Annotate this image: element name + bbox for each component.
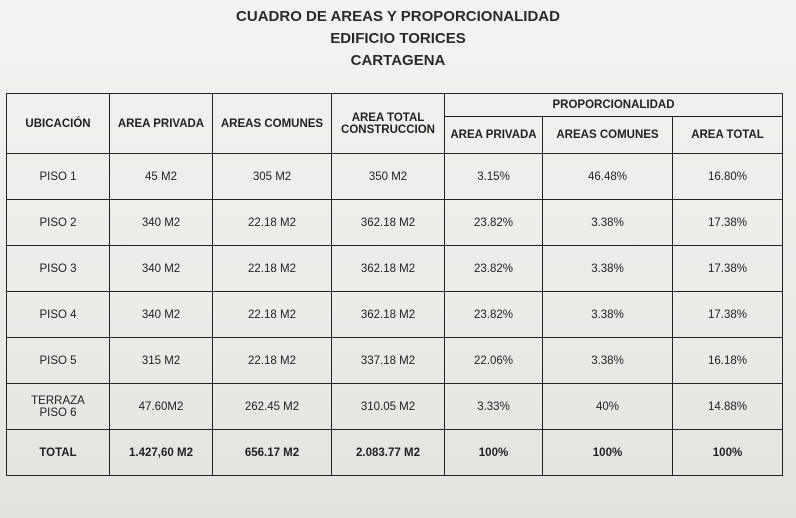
cell-prop-privada: 23.82% xyxy=(445,292,543,338)
header-row-1 xyxy=(7,94,783,117)
cell-ubicacion: PISO 5 xyxy=(7,338,110,384)
cell-prop-total: 17.38% xyxy=(673,200,783,246)
cell-ubicacion: PISO 1 xyxy=(7,154,110,200)
cell-areas-comunes: 22.18 M2 xyxy=(213,200,332,246)
cell-areas-comunes: 22.18 M2 xyxy=(213,338,332,384)
cell-area-privada: 340 M2 xyxy=(110,292,213,338)
cell-ubicacion: PISO 4 xyxy=(7,292,110,338)
cell-area-total: 362.18 M2 xyxy=(332,200,445,246)
cell-total-area-total: 2.083.77 M2 xyxy=(332,430,445,476)
cell-prop-total: 14.88% xyxy=(673,384,783,430)
cell-prop-privada: 23.82% xyxy=(445,200,543,246)
cell-area-total: 337.18 M2 xyxy=(332,338,445,384)
table-row xyxy=(7,384,783,430)
cell-areas-comunes: 22.18 M2 xyxy=(213,246,332,292)
table-row xyxy=(7,154,783,200)
cell-area-total: 362.18 M2 xyxy=(332,246,445,292)
header-area-privada: AREA PRIVADA xyxy=(110,94,213,154)
cell-area-privada: 315 M2 xyxy=(110,338,213,384)
cell-total-prop-privada: 100% xyxy=(445,430,543,476)
cell-total-prop-total: 100% xyxy=(673,430,783,476)
cell-ubicacion: PISO 3 xyxy=(7,246,110,292)
cell-area-privada: 47.60M2 xyxy=(110,384,213,430)
table-row xyxy=(7,292,783,338)
cell-prop-comunes: 46.48% xyxy=(543,154,673,200)
building-name: EDIFICIO TORICES xyxy=(330,30,466,47)
cell-prop-total: 16.80% xyxy=(673,154,783,200)
cell-total-area-privada: 1.427,60 M2 xyxy=(110,430,213,476)
cell-prop-comunes: 40% xyxy=(543,384,673,430)
cell-area-total: 350 M2 xyxy=(332,154,445,200)
header-proporcionalidad: PROPORCIONALIDAD xyxy=(445,94,783,117)
cell-prop-comunes: 3.38% xyxy=(543,246,673,292)
cell-area-total: 310.05 M2 xyxy=(332,384,445,430)
cell-prop-total: 16.18% xyxy=(673,338,783,384)
total-row xyxy=(7,430,783,476)
cell-areas-comunes: 22.18 M2 xyxy=(213,292,332,338)
cell-prop-privada: 3.33% xyxy=(445,384,543,430)
cell-areas-comunes: 262.45 M2 xyxy=(213,384,332,430)
header-area-total-construccion: AREA TOTAL CONSTRUCCION xyxy=(332,94,445,154)
cell-area-total: 362.18 M2 xyxy=(332,292,445,338)
city-name: CARTAGENA xyxy=(350,52,446,69)
cell-area-privada: 340 M2 xyxy=(110,246,213,292)
cell-area-privada: 340 M2 xyxy=(110,200,213,246)
cell-prop-privada: 22.06% xyxy=(445,338,543,384)
cell-prop-privada: 23.82% xyxy=(445,246,543,292)
cell-prop-privada: 3.15% xyxy=(445,154,543,200)
cell-prop-total: 17.38% xyxy=(673,246,783,292)
document-title: CUADRO DE AREAS Y PROPORCIONALIDAD xyxy=(236,8,560,25)
cell-ubicacion-line1: TERRAZA xyxy=(31,394,85,407)
header-areas-comunes: AREAS COMUNES xyxy=(213,94,332,154)
cell-total-label: TOTAL xyxy=(7,430,110,476)
header-ubicacion: UBICACIÓN xyxy=(7,94,110,154)
cell-area-privada: 45 M2 xyxy=(110,154,213,200)
cell-prop-comunes: 3.38% xyxy=(543,292,673,338)
cell-prop-comunes: 3.38% xyxy=(543,200,673,246)
table-row xyxy=(7,246,783,292)
cell-prop-comunes: 3.38% xyxy=(543,338,673,384)
cell-total-areas-comunes: 656.17 M2 xyxy=(213,430,332,476)
document-header xyxy=(0,6,796,72)
cell-prop-total: 17.38% xyxy=(673,292,783,338)
cell-ubicacion-line2: PISO 6 xyxy=(39,406,77,419)
table-row xyxy=(7,338,783,384)
cell-total-prop-comunes: 100% xyxy=(543,430,673,476)
header-prop-area-privada: AREA PRIVADA xyxy=(445,117,543,154)
table-row xyxy=(7,200,783,246)
areas-table xyxy=(6,93,783,476)
cell-ubicacion: PISO 2 xyxy=(7,200,110,246)
cell-ubicacion xyxy=(7,384,110,430)
header-prop-area-total: AREA TOTAL xyxy=(673,117,783,154)
header-prop-areas-comunes: AREAS COMUNES xyxy=(543,117,673,154)
cell-areas-comunes: 305 M2 xyxy=(213,154,332,200)
